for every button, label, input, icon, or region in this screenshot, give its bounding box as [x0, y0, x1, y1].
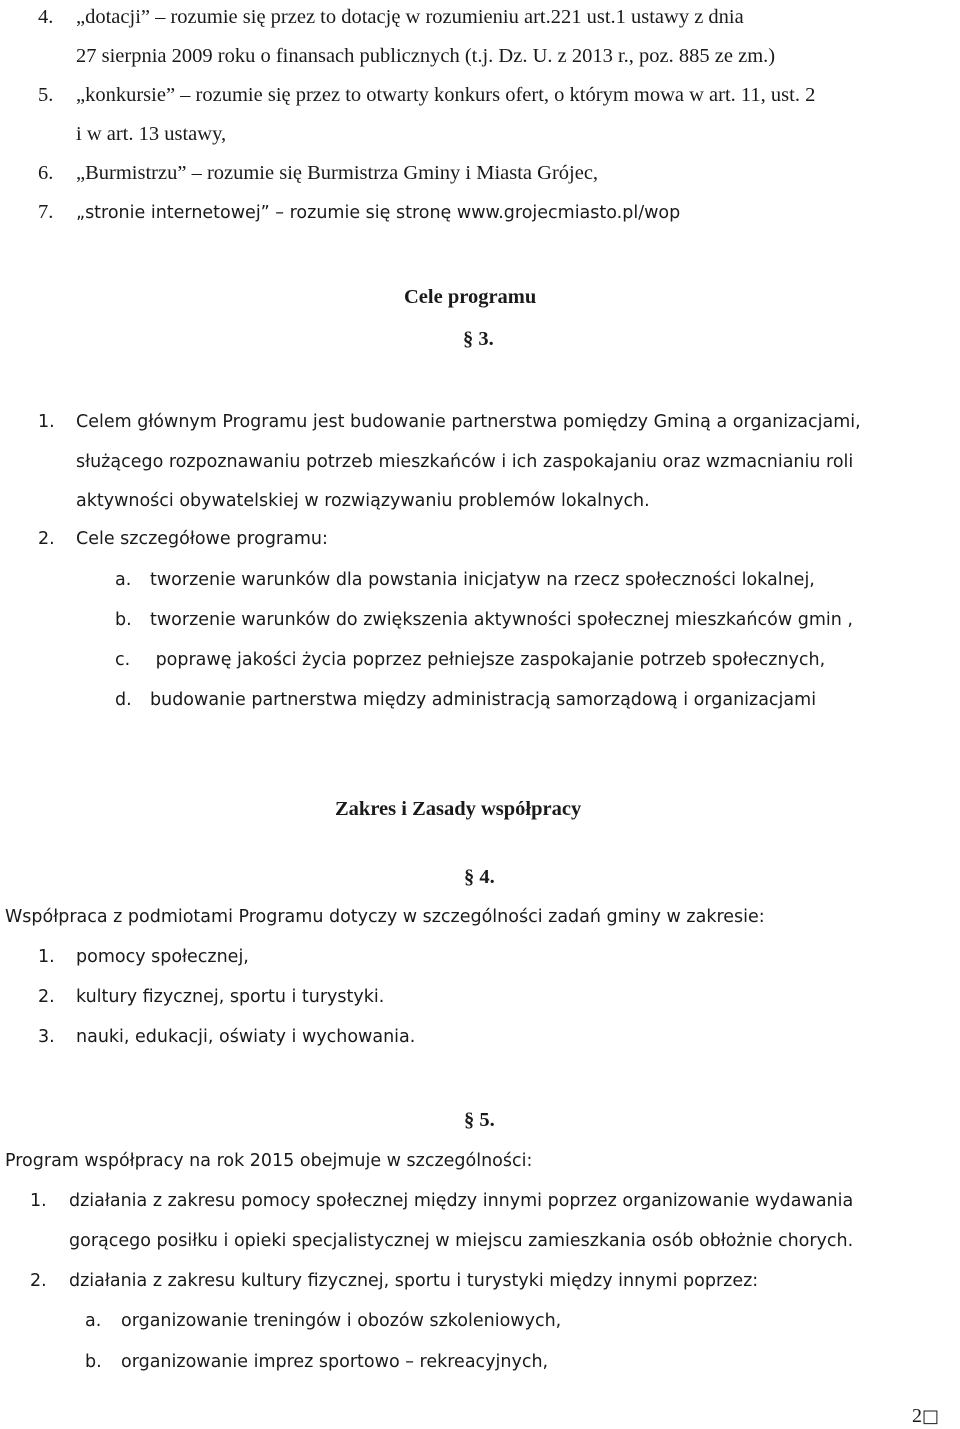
page-number: 2□ [912, 1405, 940, 1427]
paragraph-number: § 3. [463, 328, 494, 350]
paragraph-number: § 4. [464, 866, 495, 888]
section-title: Cele programu [404, 286, 537, 308]
list-item: 5. „konkursie” – rozumie się przez to otwarty konkurs ofert, o którym mowa w art. 11, ust. 2 [38, 84, 816, 106]
paragraph-number: § 5. [464, 1109, 495, 1131]
sub-list-item: b. organizowanie imprez sportowo – rekreacyjnych, [85, 1352, 549, 1372]
sub-list-item: a. tworzenie warunków dla powstania inicjatyw na rzecz społeczności lokalnej, [115, 570, 815, 590]
list-item: 2. Cele szczegółowe programu: [38, 529, 328, 549]
list-item: 7. „stronie internetowej” – rozumie się stronę www.grojecmiasto.pl/wop [38, 201, 681, 223]
list-item: 1. pomocy społecznej, [38, 947, 249, 967]
list-item: 6. „Burmistrzu” – rozumie się Burmistrza Gminy i Miasta Grójec, [38, 162, 599, 184]
list-item: 3. nauki, edukacji, oświaty i wychowania. [38, 1027, 416, 1047]
list-item-continuation: aktywności obywatelskiej w rozwiązywaniu problemów lokalnych. [76, 491, 650, 511]
list-item-continuation: gorącego posiłku i opieki specjalistycznej w miejscu zamieszkania osób obłożnie chorych. [69, 1231, 854, 1251]
list-item: 4. „dotacji” – rozumie się przez to dotację w rozumieniu art.221 ust.1 ustawy z dnia [38, 6, 744, 28]
list-item-continuation: 27 sierpnia 2009 roku o finansach publicznych (t.j. Dz. U. z 2013 r., poz. 885 ze zm.) [76, 45, 776, 67]
list-item: 2. działania z zakresu kultury fizycznej, sportu i turystyki między innymi poprzez: [30, 1271, 759, 1291]
missing-glyph-icon: □ [922, 1406, 940, 1427]
sub-list-item: a. organizowanie treningów i obozów szkoleniowych, [85, 1311, 562, 1331]
list-item-continuation: służącego rozpoznawaniu potrzeb mieszkańców i ich zaspokajaniu oraz wzmacnianiu roli [76, 452, 854, 472]
sub-list-item: d. budowanie partnerstwa między administracją samorządową i organizacjami [115, 690, 817, 710]
section-intro: Program współpracy na rok 2015 obejmuje w szczególności: [5, 1151, 533, 1171]
sub-list-item: b. tworzenie warunków do zwiększenia aktywności społecznej mieszkańców gmin , [115, 610, 853, 630]
sub-list-item: c. poprawę jakości życia poprzez pełniejsze zaspokajanie potrzeb społecznych, [115, 650, 826, 670]
list-item: 1. działania z zakresu pomocy społecznej między innymi poprzez organizowanie wydawania [30, 1191, 854, 1211]
list-item-continuation: i w art. 13 ustawy, [76, 123, 227, 145]
section-title: Zakres i Zasady współpracy [335, 798, 582, 820]
list-item: 1. Celem głównym Programu jest budowanie partnerstwa pomiędzy Gminą a organizacjami, [38, 412, 861, 432]
section-intro: Współpraca z podmiotami Programu dotyczy w szczególności zadań gminy w zakresie: [5, 907, 765, 927]
list-item: 2. kultury fizycznej, sportu i turystyki. [38, 987, 385, 1007]
